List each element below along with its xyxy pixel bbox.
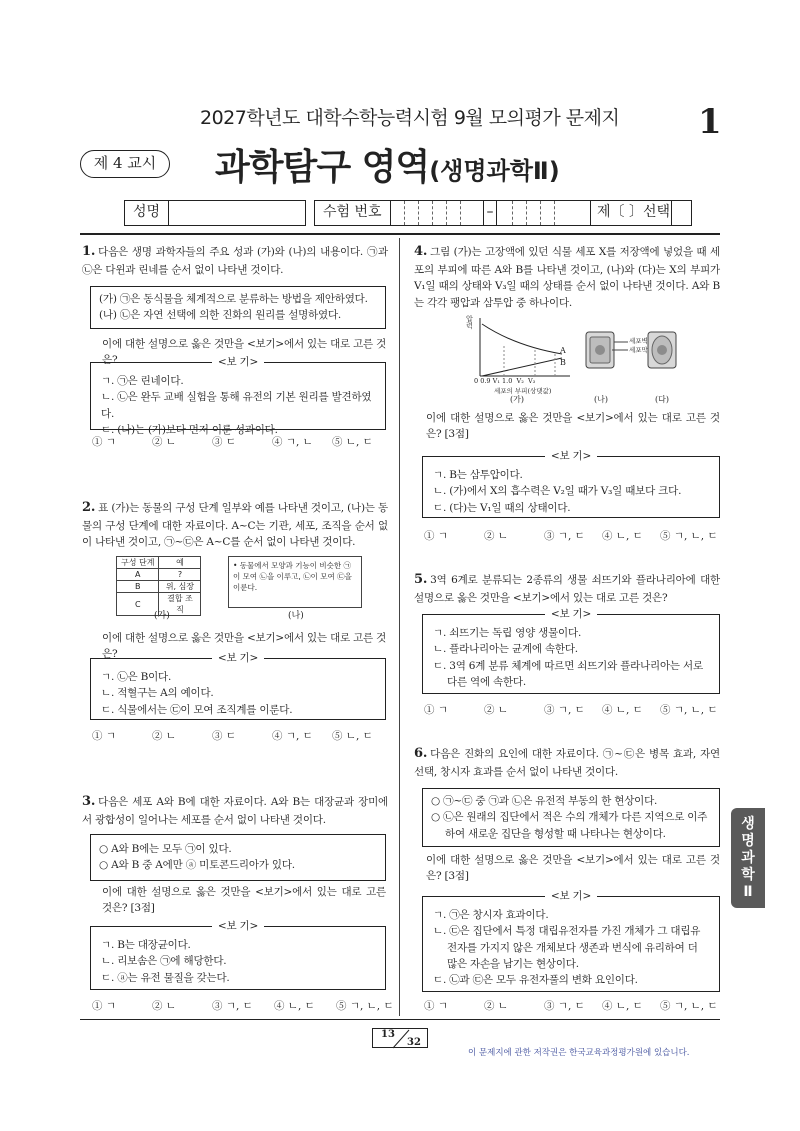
question-1-number: 1. <box>82 244 96 259</box>
table-cell: B <box>117 581 159 593</box>
bogi-item: ㄱ. ㉠은 린네이다. <box>101 375 184 387</box>
bogi-item: ㄷ. 식물에서는 ㉢이 모여 조직계를 이룬다. <box>101 703 293 716</box>
choice-5[interactable]: ⑤ ㄱ, ㄴ, ㄷ <box>336 1000 394 1012</box>
bogi-item: ㄴ. 플라나리아는 균계에 속한다. <box>433 643 578 656</box>
bogi-item: ㄱ. ㉡은 B이다. <box>101 671 172 683</box>
question-1-bogi <box>90 356 386 436</box>
figure-label: (가) <box>510 395 524 404</box>
exam-number-cells <box>391 201 461 225</box>
choice-4[interactable]: ④ ㄴ, ㄷ <box>602 704 643 716</box>
bogi-item: ㄱ. ㉠은 창시자 효과이다. <box>433 909 549 921</box>
question-4-number: 4. <box>414 244 428 259</box>
page-number: 1 <box>698 102 722 142</box>
choice-2[interactable]: ② ㄴ <box>152 1000 176 1012</box>
name-label: 성명 <box>125 201 169 225</box>
choice-5[interactable]: ⑤ ㄱ, ㄴ, ㄷ <box>660 530 718 542</box>
table-header: 예 <box>159 557 201 569</box>
choice-1[interactable]: ① ㄱ <box>424 704 448 716</box>
bogi-title: <보 기> <box>212 356 264 368</box>
figure-label: (가) <box>154 611 170 621</box>
choice-4[interactable]: ④ ㄱ, ㄷ <box>272 730 313 742</box>
choice-3[interactable]: ③ ㄱ, ㄷ <box>544 704 585 716</box>
bogi-title: <보 기> <box>545 608 597 620</box>
question-1-box-line: (나) ㉡은 자연 선택에 의한 진화의 원리를 설명하였다. <box>99 309 342 322</box>
question-4-text: 그림 (가)는 고장액에 있던 식물 세포 X를 저장액에 넣었을 때 세포의 부피에 따른 A와 B를 나타낸 것이고, (나)와 (다)는 X의 부피가 V₁일 때의 상태와 V₃일 때의 상태를 순서 없이 나타낸 것이다. A와 B는 각각 팽압과 삼투압 중 하나이다. <box>414 246 720 309</box>
choice-5[interactable]: ⑤ ㄱ, ㄴ, ㄷ <box>660 1000 718 1012</box>
bogi-item: ㄷ. 3역 6계 분류 체계에 따르면 쇠뜨기와 플라나리아는 서로 다른 역에 속한다. <box>433 659 703 688</box>
bogi-item: ㄷ. (다)는 V₁일 때의 상태이다. <box>433 501 571 514</box>
bogi-item: ㄴ. 리보솜은 ㉠에 해당한다. <box>101 955 227 968</box>
question-4-stem <box>414 242 720 311</box>
question-3-bogi <box>90 920 386 990</box>
graph-tick: V₁ <box>492 377 500 385</box>
choice-5[interactable]: ⑤ ㄱ, ㄴ, ㄷ <box>660 704 718 716</box>
table-header: 구성 단계 <box>117 557 159 569</box>
question-3-number: 3. <box>82 794 96 809</box>
question-3-text: 다음은 세포 A와 B에 대한 자료이다. A와 B는 대장균과 장미에서 광합성이 일어나는 세포를 순서 없이 나타낸 것이다. <box>82 796 388 827</box>
graph-tick: 0 <box>474 377 479 385</box>
choice-2[interactable]: ② ㄴ <box>484 530 508 542</box>
question-2-fact-box: • 동물에서 모양과 기능이 비슷한 ㉠이 모여 ㉡을 이루고, ㉡이 모여 ㉢을 이룬다. <box>228 556 362 608</box>
selection-field[interactable]: 제〔 〕선택 <box>590 200 672 226</box>
question-5-choices <box>424 702 718 718</box>
period-badge: 제 4 교시 <box>80 150 170 178</box>
question-2-stem <box>82 498 388 551</box>
question-4-choices <box>424 528 718 544</box>
bogi-item: ㄷ. ⓐ는 유전 물질을 갖는다. <box>101 971 230 984</box>
subject-sub: (생명과학Ⅱ) <box>429 157 560 185</box>
question-3-box <box>90 834 386 881</box>
choice-2[interactable]: ② ㄴ <box>484 1000 508 1012</box>
question-6-box-line: ○ ㉠~㉢ 중 ㉠과 ㉡은 유전적 부동의 한 현상이다. <box>431 795 658 807</box>
question-1-text: 다음은 생명 과학자들의 주요 성과 (가)와 (나)의 내용이다. ㉠과 ㉡은 다윈과 린네를 순서 없이 나타낸 것이다. <box>82 246 388 277</box>
side-tab-text: 생명과학Ⅱ <box>741 816 755 900</box>
choice-3[interactable]: ③ ㄱ, ㄷ <box>544 1000 585 1012</box>
bogi-title: <보 기> <box>212 652 264 664</box>
choice-2[interactable]: ② ㄴ <box>484 704 508 716</box>
footer-rule <box>80 1019 720 1020</box>
choice-1[interactable]: ① ㄱ <box>424 1000 448 1012</box>
question-6-number: 6. <box>414 746 428 761</box>
choice-4[interactable]: ④ ㄱ, ㄴ <box>272 436 313 448</box>
bogi-title: <보 기> <box>212 920 264 932</box>
graph-tick: V₃ <box>527 377 536 385</box>
bogi-item: ㄴ. 적혈구는 A의 예이다. <box>101 687 214 700</box>
choice-4[interactable]: ④ ㄴ, ㄷ <box>274 1000 315 1012</box>
figure-label: (다) <box>655 395 669 404</box>
question-6-box-line: ○ ㉡은 원래의 집단에서 적은 수의 개체가 다른 지역으로 이주하여 새로운 집단을 형성할 때 나타나는 현상이다. <box>431 811 708 840</box>
question-3-prompt: 이에 대한 설명으로 옳은 것만을 <보기>에서 있는 대로 고른 것은? [3점] <box>102 886 386 915</box>
copyright-notice: 이 문제지에 관한 저작권은 한국교육과정평가원에 있습니다. <box>468 1048 690 1058</box>
curve-b-label: B <box>560 358 566 367</box>
choice-4[interactable]: ④ ㄴ, ㄷ <box>602 530 643 542</box>
question-5-number: 5. <box>414 572 428 587</box>
choice-2[interactable]: ② ㄴ <box>152 730 176 742</box>
question-6-text: 다음은 진화의 요인에 대한 자료이다. ㉠~㉢은 병목 효과, 자연 선택, 창시자 효과를 순서 없이 나타낸 것이다. <box>414 748 720 779</box>
choice-1[interactable]: ① ㄱ <box>92 730 116 742</box>
choice-1[interactable]: ① ㄱ <box>92 1000 116 1012</box>
exam-number-dash: – <box>483 201 497 225</box>
question-1-box-line: (가) ㉠은 동식물을 체계적으로 분류하는 방법을 제안하였다. <box>99 293 368 305</box>
subject-main: 과학탐구 영역 <box>215 147 430 188</box>
bogi-item: ㄱ. B는 삼투압이다. <box>433 469 523 481</box>
question-4-bogi <box>422 450 720 518</box>
question-6-prompt: 이에 대한 설명으로 옳은 것만을 <보기>에서 있는 대로 고른 것은? [3점] <box>426 854 720 883</box>
question-5-bogi <box>422 608 720 694</box>
table-cell: ? <box>159 569 201 581</box>
column-divider <box>399 238 400 1016</box>
graph-tick: 1.0 <box>502 377 513 385</box>
footer-page-box <box>372 1028 428 1048</box>
bogi-item: ㄱ. 쇠뜨기는 독립 영양 생물이다. <box>433 627 582 639</box>
question-2-table <box>116 556 201 616</box>
question-3-box-line: ○ A와 B에는 모두 ㉠이 있다. <box>99 843 232 855</box>
page-total: 32 <box>407 1037 421 1048</box>
bogi-item: ㄴ. ㉡은 완두 교배 실험을 통해 유전의 기본 원리를 발견하였다. <box>101 391 372 420</box>
question-4-prompt: 이에 대한 설명으로 옳은 것만을 <보기>에서 있는 대로 고른 것은? [3점] <box>426 412 720 441</box>
table-cell: A <box>117 569 159 581</box>
choice-1[interactable]: ① ㄱ <box>92 436 116 448</box>
question-3-stem <box>82 792 388 828</box>
bogi-item: ㄷ. ㉡과 ㉢은 모두 유전자풀의 변화 요인이다. <box>433 974 638 987</box>
question-1-box <box>90 286 386 329</box>
exam-number-label: 수험 번호 <box>315 201 391 225</box>
question-2-number: 2. <box>82 500 96 515</box>
bogi-item: ㄷ. (나)는 (가)보다 먼저 이룬 성과이다. <box>101 423 278 436</box>
bogi-title: <보 기> <box>545 450 597 462</box>
table-cell: 위, 심장 <box>159 581 201 593</box>
question-6-choices <box>424 998 718 1014</box>
choice-3[interactable]: ③ ㄱ, ㄷ <box>544 530 585 542</box>
cell-part-labels <box>629 337 648 355</box>
question-3-choices <box>92 998 394 1014</box>
choice-3[interactable]: ③ ㄷ <box>212 730 236 742</box>
table-cell: 결합 조직 <box>159 593 201 616</box>
choice-5[interactable]: ⑤ ㄴ, ㄷ <box>332 730 373 742</box>
question-1-choices <box>92 434 373 450</box>
question-2-choices <box>92 728 373 744</box>
question-1-stem <box>82 242 388 278</box>
question-2-bogi <box>90 652 386 720</box>
question-3-box-line: ○ A와 B 중 A에만 ⓐ 미토콘드리아가 있다. <box>99 859 295 872</box>
subject-side-tab <box>731 808 765 908</box>
choice-2[interactable]: ② ㄴ <box>152 436 176 448</box>
table-cell: C <box>117 593 159 616</box>
cell-wall-label: 세포벽 <box>629 337 648 345</box>
header-rule <box>80 233 720 235</box>
question-5-text: 3역 6계로 분류되는 2종류의 생물 쇠뜨기와 플라나리아에 대한 설명으로 옳은 것만을 <보기>에서 있는 대로 고른 것은? <box>414 574 720 605</box>
question-5-stem <box>414 570 720 606</box>
graph-tick: 0.9 <box>480 377 491 385</box>
cell-membrane-label: 세포막 <box>629 346 648 354</box>
graph-y-label: 압력 <box>466 315 473 330</box>
graph-tick: V₂ <box>516 377 524 385</box>
choice-5[interactable]: ⑤ ㄴ, ㄷ <box>332 436 373 448</box>
name-field[interactable] <box>124 200 306 226</box>
bogi-item: ㄱ. B는 대장균이다. <box>101 939 191 951</box>
exam-number-cells-2 <box>499 201 555 225</box>
curve-a-label: A <box>560 346 566 355</box>
figure-label: (나) <box>288 611 304 621</box>
question-2-text: 표 (가)는 동물의 구성 단계 일부와 예를 나타낸 것이고, (나)는 동물의 구성 단계에 대한 자료이다. A~C는 기관, 세포, 조직을 순서 없이 나타낸 것이고, ㉠~㉢은 A~C를 순서 없이 나타낸 것이다. <box>82 502 388 549</box>
graph-ticks <box>474 376 535 386</box>
bogi-title: <보 기> <box>545 890 597 902</box>
choice-4[interactable]: ④ ㄴ, ㄷ <box>602 1000 643 1012</box>
exam-title: 2027학년도 대학수학능력시험 9월 모의평가 문제지 <box>200 107 620 129</box>
choice-3[interactable]: ③ ㄱ, ㄷ <box>212 1000 253 1012</box>
choice-1[interactable]: ① ㄱ <box>424 530 448 542</box>
question-2-prompt: 이에 대한 설명으로 옳은 것만을 <보기>에서 있는 대로 고른 것은? <box>102 632 387 661</box>
question-6-bogi <box>422 890 720 992</box>
subject-title <box>215 140 560 196</box>
bogi-item: ㄴ. (가)에서 X의 흡수력은 V₂일 때가 V₃일 때보다 크다. <box>433 485 682 498</box>
question-1-prompt: 이에 대한 설명으로 옳은 것만을 <보기>에서 있는 대로 고른 것은? <box>102 338 387 367</box>
choice-3[interactable]: ③ ㄷ <box>212 436 236 448</box>
bogi-item: ㄴ. ㉢은 집단에서 특정 대립유전자를 가진 개체가 그 대립유전자를 가지지 않은 개체보다 생존과 번식에 유리하여 더 많은 자손을 남기는 현상이다. <box>433 925 701 970</box>
page-current: 13 <box>381 1029 395 1040</box>
question-6-box <box>422 788 720 847</box>
question-6-stem <box>414 744 720 780</box>
figure-label: (나) <box>594 395 608 404</box>
graph-x-label: 세포의 부피(상댓값) <box>494 387 552 395</box>
